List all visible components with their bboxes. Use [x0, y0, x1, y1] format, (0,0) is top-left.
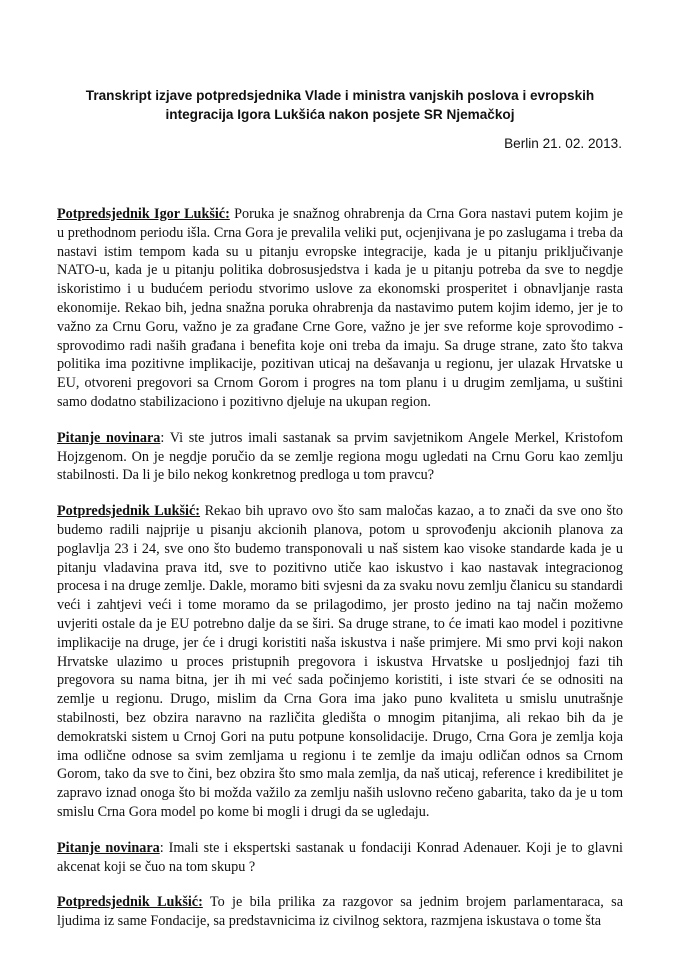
- paragraph-answer-2: [57, 502, 623, 822]
- paragraph-text: : Imali ste i ekspertski sastanak u fondaciji Konrad Adenauer. Koji je to glavni akcenat koji se čuo na tom skupu ?: [57, 839, 623, 875]
- paragraph-text: Rekao bih upravo ovo što sam maločas kazao, a to znači da sve ono što budemo radili najprije u pisanju akcionih planova, potom u sprovođenju akcionih planova za poglavlja 23 i 24, sve ono što budemo transponovali u naš sistem kao visoke standarde kada je u pitanju vladavina prava itd, sve to pozitivno utiče kao iskustvo i kao nastavak integracionog procesa i na druge zemlje. Dakle, moramo biti svjesni da za svaku novu zemlju članicu su standardi veći i zahtjevi veći i tome moramo da se prilagodimo, jer prosto jedino na taj način možemo uvjeriti ostale da je EU potrebno dalje da se širi. Sa druge strane, to će imati kao model i pozitivne implikacije na druge, jer će i drugi koristiti naša iskustva i naše primjere. Mi smo prvi koji nakon Hrvatske ulazimo u proces pristupnih pregovora i iskustva Hrvatske u posljednjoj fazi tih pregovora su nama bitna, jer ih mi već sada počinjemo koristiti, i iste stvari će se odnositi na zemlje u regionu. Drugo, mislim da Crna Gora ima jako puno kvaliteta u smislu unutrašnje stabilnosti, bez obzira naravno na različita gledišta o mnogim pitanjima, ali rekao bih da je demokratski sistem u Crnoj Gori na putu potpune konsolidacije. Drugo, Crna Gora je zemlja koja ima odlične odnose sa svim zemljama u regionu i te zemlje da imaju odličan odnos sa Crnom Gorom, tako da sve to čini, bez obzira što smo mala zemlja, da naš uticaj, reference i kredibilitet je zapravo iznad onoga što bi možda važilo za zemlju naših uslovno rečeno gabarita, tako da je u tom smislu Crna Gora model po kome bi mogli i drugi da se ugledaju.: [57, 503, 623, 820]
- paragraph-text: : Vi ste jutros imali sastanak sa prvim savjetnikom Angele Merkel, Kristofom Hojzgenom. On je negdje poručio da se zemlje regiona mogu ugledati na Crnu Goru kao zemlju stabilnosti. Da li je bilo nekog konkretnog predloga u tom pravcu?: [57, 429, 623, 484]
- speaker-label: Pitanje novinara: [57, 429, 161, 446]
- paragraph-text: Poruka je snažnog ohrabrenja da Crna Gora nastavi putem kojim je u prethodnom periodu išla. Crna Gora je prevalila veliki put, ocjenjivana je po zaslugama i treba da nastavi istim tempom kada su u pitanju evropske integracije, kada je u pitanju priključivanje NATO-u, kada je u pitanju politika dobrosusjedstva i kada je u pitanju potreba da sve to negdje iskoristimo i u budućem periodu stvorimo uslove za ekonomski prosperitet i obnavljanje rasta ekonomije. Rekao bih, jedna snažna poruka ohrabrenja da nastavimo putem kojim idemo, jer je to važno za Crnu Goru, važno je za građane Crne Gore, važno je jer sve reforme koje sprovodimo - sprovodimo radi naših građana i benefita koje oni treba da imaju. Sa druge strane, zato što takva politika ima pozitivne implikacije, pozitivan uticaj na dešavanja u regionu, jer ulazak Hrvatske u EU, otvoreni pregovori sa Crnom Gorom i progres na tom planu i u drugim zemljama, u suštini samo dodatno stabilizaciono i pozitivno djeluje na ukupan region.: [57, 206, 623, 410]
- title-line-1: Transkript izjave potpredsjednika Vlade i ministra vanjskih poslova i evropskih: [85, 88, 595, 103]
- paragraph-text: To je bila prilika za razgovor sa jednim brojem parlamentaraca, sa ljudima iz same Fondacije, sa predstavnicima iz civilnog sektora, razmjena iskustava o tome šta: [57, 894, 623, 930]
- transcript-body: [57, 205, 623, 948]
- paragraph-answer-1: [57, 205, 623, 412]
- paragraph-question-1: [57, 429, 623, 485]
- title-line-2: integracija Igora Lukšića nakon posjete SR Njemačkoj: [165, 107, 515, 122]
- speaker-label: Potpredsjednik Igor Lukšić:: [57, 206, 230, 222]
- document-title: [60, 86, 620, 124]
- speaker-label: Potpredsjednik Lukšić:: [57, 503, 201, 520]
- paragraph-question-2: [57, 839, 623, 877]
- document-date: Berlin 21. 02. 2013.: [504, 136, 622, 151]
- paragraph-answer-3: [57, 893, 623, 931]
- speaker-label: Pitanje novinara: [57, 839, 160, 856]
- speaker-label: Potpredsjednik Lukšić:: [57, 894, 203, 911]
